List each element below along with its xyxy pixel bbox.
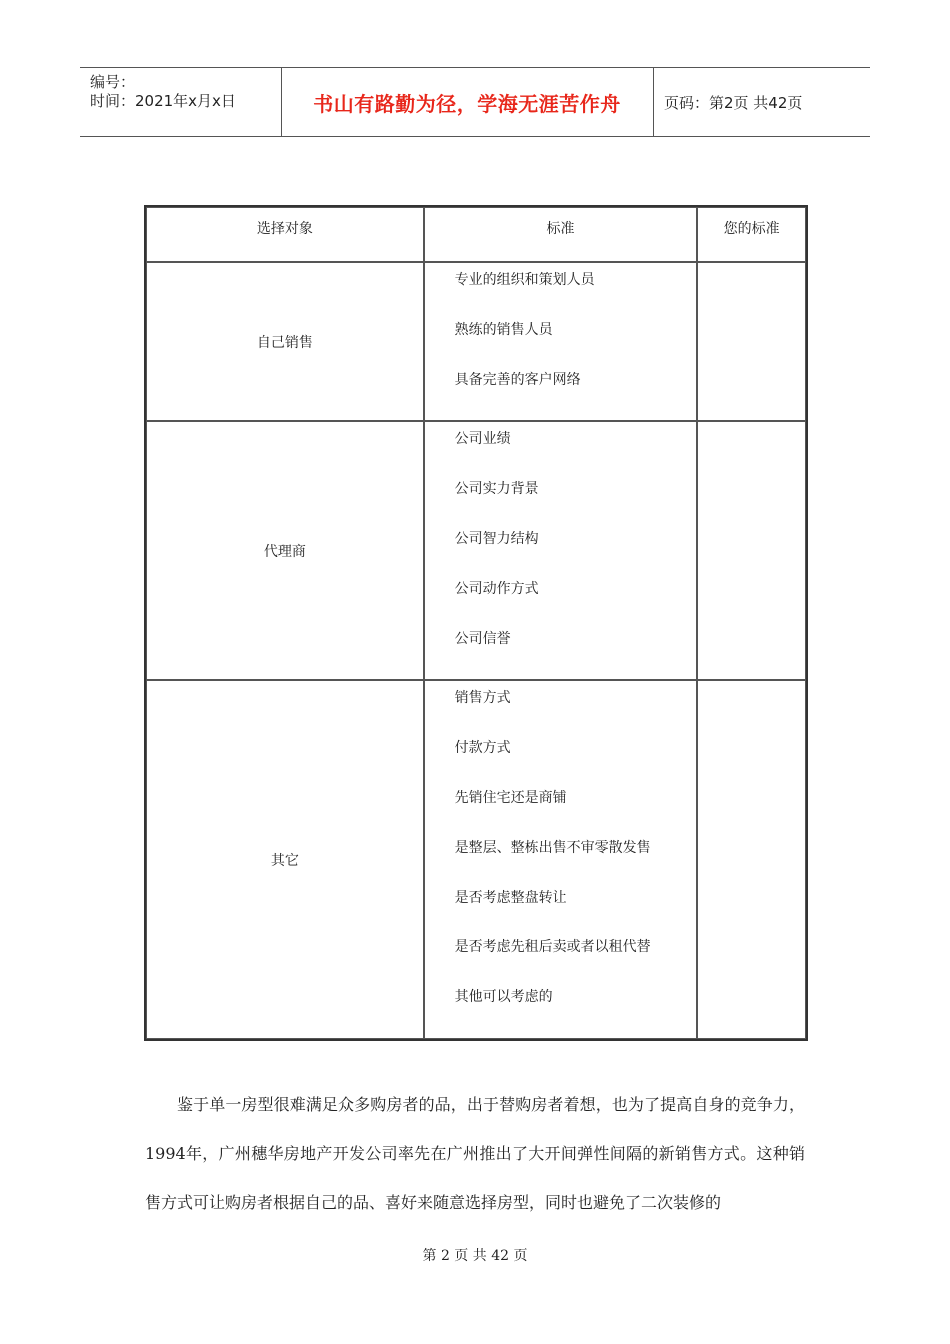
column-header-standard: 标准 [424, 207, 698, 262]
row-label: 自己销售 [146, 262, 424, 421]
table-row [146, 262, 806, 421]
criteria-item: 是整层、整栋出售不审零散发售 [454, 839, 651, 856]
time-label: 时间：2021年x月x日 [90, 92, 236, 110]
criteria-item: 公司动作方式 [454, 580, 539, 597]
criteria-item: 先销住宅还是商铺 [454, 789, 567, 806]
header-meta [80, 68, 282, 136]
row-label: 代理商 [146, 421, 424, 680]
criteria-cell [424, 262, 698, 421]
criteria-item: 公司信誉 [454, 630, 511, 647]
body-paragraph: 鉴于单一房型很难满足众多购房者的品，出于替购房者着想，也为了提高自身的竞争力，1994年，广州穗华房地产开发公司率先在广州推出了大开间弹性间隔的新销售方式。这种销售方式可让购房者根据自己的品、喜好来随意选择房型，同时也避免了二次装修的 [145, 1095, 805, 1212]
criteria-item: 专业的组织和策划人员 [454, 272, 595, 288]
page-header [80, 67, 870, 137]
criteria-item: 公司业绩 [454, 431, 511, 448]
table-row [146, 421, 806, 680]
your-standard-cell[interactable] [697, 262, 806, 421]
criteria-item: 熟练的销售人员 [454, 321, 553, 338]
criteria-item: 是否考虑整盘转让 [454, 889, 567, 906]
column-header-object: 选择对象 [146, 207, 424, 262]
number-label: 编号： [90, 73, 136, 91]
criteria-item: 公司智力结构 [454, 530, 539, 547]
header-page-info [654, 68, 870, 136]
header-motto [281, 68, 654, 136]
criteria-item: 其他可以考虑的 [454, 989, 553, 1006]
criteria-item: 是否考虑先租后卖或者以租代替 [454, 939, 651, 956]
your-standard-cell[interactable] [697, 421, 806, 680]
your-standard-cell[interactable] [697, 680, 806, 1039]
table-header-row [146, 207, 806, 262]
criteria-item: 付款方式 [454, 740, 511, 757]
table-row [146, 680, 806, 1039]
page-info-text: 页码：第2页 共42页 [664, 93, 803, 112]
criteria-item: 具备完善的客户网络 [454, 371, 581, 388]
criteria-table [144, 205, 808, 1041]
criteria-cell [424, 680, 698, 1039]
page-footer: 第 2 页 共 42 页 [422, 1248, 528, 1264]
column-header-your-standard: 您的标准 [697, 207, 806, 262]
criteria-item: 销售方式 [454, 690, 511, 707]
criteria-item: 公司实力背景 [454, 481, 539, 498]
body-text [145, 1080, 805, 1227]
motto-text: 书山有路勤为径，学海无涯苦作舟 [313, 91, 621, 116]
criteria-cell [424, 421, 698, 680]
row-label: 其它 [146, 680, 424, 1039]
